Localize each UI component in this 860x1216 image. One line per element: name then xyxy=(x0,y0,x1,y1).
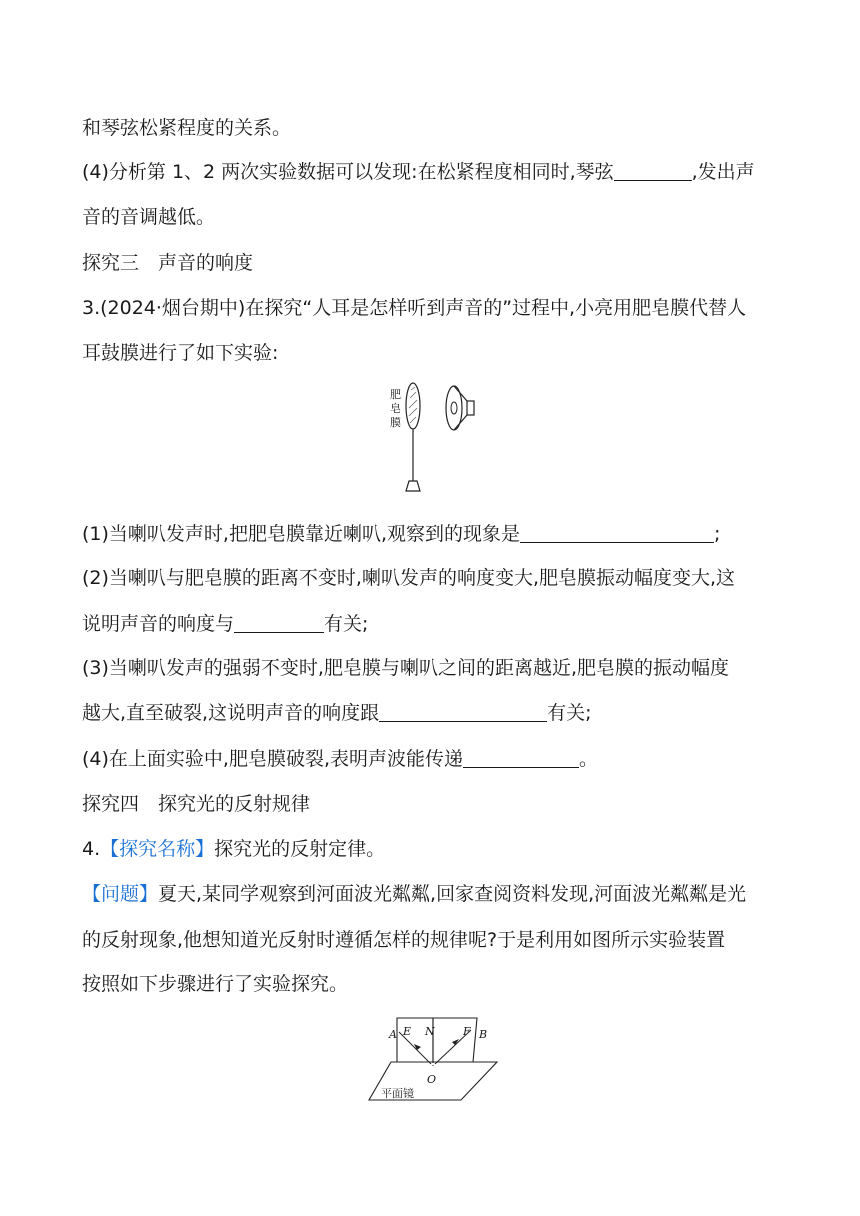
text-line: 按照如下步骤进行了实验探究。 xyxy=(82,973,349,995)
speaker-icon xyxy=(446,386,474,430)
answer-blank[interactable] xyxy=(520,524,714,543)
soap-film-speaker-figure xyxy=(385,378,485,498)
answer-blank[interactable] xyxy=(379,703,547,722)
text-line: 说明声音的响度与 有关; xyxy=(82,613,369,635)
text-line: 耳鼓膜进行了如下实验: xyxy=(82,342,279,364)
text-line: 的反射现象,他想知道光反射时遵循怎样的规律呢?于是利用如图所示实验装置 xyxy=(82,929,726,951)
answer-blank[interactable] xyxy=(234,614,324,633)
figure1-label-char-3: 膜 xyxy=(390,416,401,429)
question-2-part-4: (4)分析第 1、2 两次实验数据可以发现:在松紧程度相同时,琴弦 ,发出声 xyxy=(82,161,755,183)
mirror-label: 平面镜 xyxy=(381,1087,414,1100)
label-E: E xyxy=(403,1025,412,1038)
figure1-label-char-1: 肥 xyxy=(390,388,401,401)
section-heading-4: 探究四 探究光的反射规律 xyxy=(82,793,311,815)
question-4-problem: 【问题】夏天,某同学观察到河面波光粼粼,回家查阅资料发现,河面波光粼粼是光 xyxy=(82,883,747,905)
question-3-stem: 3.(2024·烟台期中)在探究“人耳是怎样听到声音的”过程中,小亮用肥皂膜代替人 xyxy=(82,297,747,319)
answer-blank[interactable] xyxy=(614,162,692,181)
figure1-label-char-2: 皂 xyxy=(390,402,401,415)
question-3-part-3: (3)当喇叭发声的强弱不变时,肥皂膜与喇叭之间的距离越近,肥皂膜的振动幅度 xyxy=(82,657,729,679)
question-3-part-1: (1)当喇叭发声时,把肥皂膜靠近喇叭,观察到的现象是 ; xyxy=(82,523,721,545)
reflection-apparatus-figure xyxy=(365,1008,505,1104)
question-4-title: 4.【探究名称】探究光的反射定律。 xyxy=(82,838,386,860)
answer-blank[interactable] xyxy=(463,749,579,768)
stand-base xyxy=(406,481,420,491)
problem-tag: 【问题】 xyxy=(82,883,159,905)
label-N: N xyxy=(425,1025,435,1038)
section-heading-3: 探究三 声音的响度 xyxy=(82,252,254,274)
label-F: F xyxy=(463,1025,471,1038)
soap-film-ring xyxy=(406,383,420,429)
label-O: O xyxy=(427,1073,437,1086)
question-3-part-4: (4)在上面实验中,肥皂膜破裂,表明声波能传递 。 xyxy=(82,748,599,770)
text-line: 音的音调越低。 xyxy=(82,206,216,228)
label-B: B xyxy=(479,1028,488,1041)
label-A: A xyxy=(389,1028,397,1041)
text-line: 和琴弦松紧程度的关系。 xyxy=(82,117,292,139)
question-3-part-2: (2)当喇叭与肥皂膜的距离不变时,喇叭发声的响度变大,肥皂膜振动幅度变大,这 xyxy=(82,567,736,589)
text-line: 越大,直至破裂,这说明声音的响度跟 有关; xyxy=(82,702,592,724)
inquiry-name-tag: 【探究名称】 xyxy=(100,838,215,860)
